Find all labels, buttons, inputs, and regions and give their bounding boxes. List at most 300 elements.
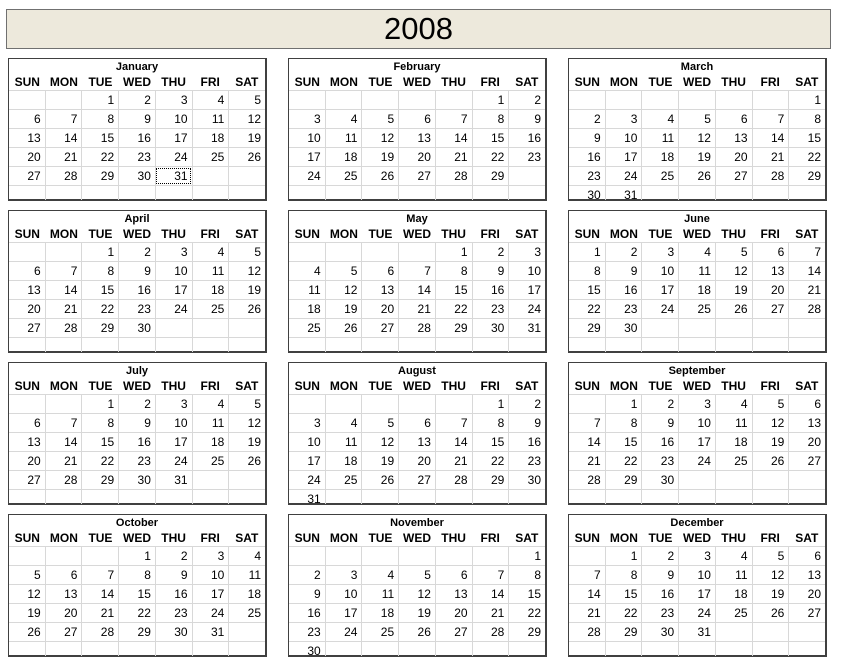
day-cell[interactable]: 13	[27, 131, 41, 145]
day-cell[interactable]: 8	[788, 110, 825, 128]
day-cell[interactable]: 14	[587, 587, 601, 601]
day-cell[interactable]: 5	[752, 395, 789, 413]
day-cell[interactable]: 3	[314, 112, 321, 126]
day-cell[interactable]: 8	[435, 262, 472, 280]
day-cell[interactable]: 28	[45, 471, 82, 489]
day-cell[interactable]: 11	[715, 566, 752, 584]
day-cell[interactable]: 9	[594, 131, 601, 145]
day-cell[interactable]: 29	[81, 167, 118, 185]
day-cell[interactable]: 26	[678, 167, 715, 185]
day-cell[interactable]: 30	[307, 644, 321, 658]
day-cell[interactable]: 14	[587, 435, 601, 449]
day-cell[interactable]: 21	[587, 606, 601, 620]
day-cell[interactable]: 2	[594, 112, 601, 126]
day-cell[interactable]: 23	[641, 452, 678, 470]
day-cell[interactable]: 26	[228, 452, 265, 470]
day-cell[interactable]: 30	[587, 188, 601, 202]
day-cell[interactable]: 29	[118, 623, 155, 641]
day-cell[interactable]: 22	[81, 148, 118, 166]
day-cell[interactable]: 11	[192, 262, 229, 280]
day-cell[interactable]: 18	[641, 148, 678, 166]
day-cell[interactable]: 5	[678, 110, 715, 128]
day-cell[interactable]: 1	[508, 547, 545, 565]
day-cell[interactable]: 7	[594, 416, 601, 430]
day-cell[interactable]: 21	[472, 604, 509, 622]
day-cell[interactable]: 12	[752, 566, 789, 584]
day-cell[interactable]: 11	[641, 129, 678, 147]
day-cell[interactable]: 13	[398, 129, 435, 147]
day-cell[interactable]: 19	[228, 433, 265, 451]
day-cell[interactable]: 1	[472, 395, 509, 413]
day-cell[interactable]: 18	[361, 604, 398, 622]
day-cell[interactable]: 26	[398, 623, 435, 641]
day-cell[interactable]: 2	[118, 395, 155, 413]
day-cell[interactable]: 26	[228, 148, 265, 166]
day-cell[interactable]: 13	[435, 585, 472, 603]
day-cell[interactable]: 28	[587, 473, 601, 487]
day-cell[interactable]: 4	[641, 110, 678, 128]
day-cell[interactable]: 25	[361, 623, 398, 641]
day-cell[interactable]: 12	[715, 262, 752, 280]
day-cell[interactable]: 18	[715, 433, 752, 451]
day-cell[interactable]: 31	[508, 319, 545, 337]
day-cell[interactable]: 17	[307, 454, 321, 468]
day-cell[interactable]: 23	[605, 300, 642, 318]
day-cell[interactable]: 18	[325, 452, 362, 470]
day-cell[interactable]: 30	[155, 623, 192, 641]
day-cell[interactable]: 26	[325, 319, 362, 337]
day-cell[interactable]: 3	[155, 91, 192, 109]
day-cell[interactable]: 15	[118, 585, 155, 603]
day-cell[interactable]: 16	[307, 606, 321, 620]
day-cell[interactable]: 29	[472, 471, 509, 489]
day-cell[interactable]: 3	[641, 243, 678, 261]
day-cell[interactable]: 18	[715, 585, 752, 603]
day-cell[interactable]: 5	[325, 262, 362, 280]
day-cell[interactable]: 18	[192, 129, 229, 147]
day-cell[interactable]: 6	[752, 243, 789, 261]
day-cell[interactable]: 15	[81, 129, 118, 147]
day-cell[interactable]: 10	[155, 414, 192, 432]
day-cell[interactable]: 20	[45, 604, 82, 622]
day-cell[interactable]: 8	[118, 566, 155, 584]
day-cell[interactable]: 26	[228, 300, 265, 318]
day-cell[interactable]: 7	[435, 110, 472, 128]
day-cell[interactable]: 25	[192, 300, 229, 318]
day-cell[interactable]: 22	[788, 148, 825, 166]
day-cell[interactable]: 23	[587, 169, 601, 183]
day-cell[interactable]: 10	[155, 262, 192, 280]
day-cell[interactable]: 24	[192, 604, 229, 622]
day-cell[interactable]: 23	[508, 452, 545, 470]
day-cell[interactable]: 10	[192, 566, 229, 584]
day-cell[interactable]: 9	[508, 414, 545, 432]
day-cell[interactable]: 30	[118, 471, 155, 489]
day-cell[interactable]: 31	[605, 186, 642, 200]
day-cell[interactable]: 29	[435, 319, 472, 337]
day-cell[interactable]: 15	[81, 281, 118, 299]
day-cell[interactable]: 27	[788, 604, 825, 622]
day-cell[interactable]: 12	[678, 129, 715, 147]
day-cell[interactable]: 30	[472, 319, 509, 337]
day-cell[interactable]: 7	[398, 262, 435, 280]
day-cell[interactable]: 17	[641, 281, 678, 299]
day-cell[interactable]: 20	[715, 148, 752, 166]
day-cell[interactable]: 31	[155, 167, 192, 185]
day-cell[interactable]: 18	[307, 302, 321, 316]
day-cell[interactable]: 24	[678, 604, 715, 622]
day-cell[interactable]: 19	[361, 452, 398, 470]
day-cell[interactable]: 4	[192, 395, 229, 413]
day-cell[interactable]: 10	[678, 414, 715, 432]
day-cell[interactable]: 7	[594, 568, 601, 582]
day-cell[interactable]: 6	[34, 112, 41, 126]
day-cell[interactable]: 27	[752, 300, 789, 318]
day-cell[interactable]: 14	[435, 129, 472, 147]
day-cell[interactable]: 18	[325, 148, 362, 166]
day-cell[interactable]: 29	[587, 321, 601, 335]
day-cell[interactable]: 21	[45, 300, 82, 318]
day-cell[interactable]: 11	[325, 129, 362, 147]
day-cell[interactable]: 7	[472, 566, 509, 584]
day-cell[interactable]: 12	[325, 281, 362, 299]
day-cell[interactable]: 8	[472, 414, 509, 432]
day-cell[interactable]: 2	[508, 395, 545, 413]
day-cell[interactable]: 22	[81, 300, 118, 318]
day-cell[interactable]: 5	[228, 243, 265, 261]
day-cell[interactable]: 1	[81, 91, 118, 109]
day-cell[interactable]: 7	[435, 414, 472, 432]
day-cell[interactable]: 9	[605, 262, 642, 280]
day-cell[interactable]: 22	[472, 148, 509, 166]
day-cell[interactable]: 22	[605, 452, 642, 470]
day-cell[interactable]: 9	[508, 110, 545, 128]
day-cell[interactable]: 1	[435, 243, 472, 261]
day-cell[interactable]: 7	[788, 243, 825, 261]
day-cell[interactable]: 27	[45, 623, 82, 641]
day-cell[interactable]: 13	[361, 281, 398, 299]
day-cell[interactable]: 17	[508, 281, 545, 299]
day-cell[interactable]: 14	[788, 262, 825, 280]
day-cell[interactable]: 31	[155, 471, 192, 489]
day-cell[interactable]: 20	[398, 452, 435, 470]
day-cell[interactable]: 29	[788, 167, 825, 185]
day-cell[interactable]: 22	[508, 604, 545, 622]
day-cell[interactable]: 21	[45, 148, 82, 166]
day-cell[interactable]: 31	[307, 492, 321, 506]
day-cell[interactable]: 28	[788, 300, 825, 318]
day-cell[interactable]: 31	[192, 623, 229, 641]
day-cell[interactable]: 20	[27, 150, 41, 164]
day-cell[interactable]: 19	[228, 281, 265, 299]
day-cell[interactable]: 31	[678, 623, 715, 641]
day-cell[interactable]: 1	[594, 245, 601, 259]
day-cell[interactable]: 8	[472, 110, 509, 128]
day-cell[interactable]: 4	[228, 547, 265, 565]
day-cell[interactable]: 28	[45, 319, 82, 337]
day-cell[interactable]: 13	[45, 585, 82, 603]
day-cell[interactable]: 21	[435, 452, 472, 470]
day-cell[interactable]: 1	[605, 395, 642, 413]
day-cell[interactable]: 25	[228, 604, 265, 622]
day-cell[interactable]: 19	[715, 281, 752, 299]
day-cell[interactable]: 28	[435, 167, 472, 185]
day-cell[interactable]: 19	[361, 148, 398, 166]
day-cell[interactable]: 5	[752, 547, 789, 565]
day-cell[interactable]: 8	[605, 566, 642, 584]
day-cell[interactable]: 16	[587, 150, 601, 164]
day-cell[interactable]: 6	[715, 110, 752, 128]
day-cell[interactable]: 12	[361, 129, 398, 147]
day-cell[interactable]: 10	[508, 262, 545, 280]
day-cell[interactable]: 10	[155, 110, 192, 128]
day-cell[interactable]: 28	[81, 623, 118, 641]
day-cell[interactable]: 3	[155, 243, 192, 261]
day-cell[interactable]: 14	[45, 433, 82, 451]
day-cell[interactable]: 8	[81, 262, 118, 280]
day-cell[interactable]: 20	[752, 281, 789, 299]
day-cell[interactable]: 17	[192, 585, 229, 603]
day-cell[interactable]: 8	[605, 414, 642, 432]
day-cell[interactable]: 3	[678, 395, 715, 413]
day-cell[interactable]: 11	[715, 414, 752, 432]
day-cell[interactable]: 6	[435, 566, 472, 584]
day-cell[interactable]: 26	[361, 167, 398, 185]
day-cell[interactable]: 3	[605, 110, 642, 128]
day-cell[interactable]: 21	[752, 148, 789, 166]
day-cell[interactable]: 12	[398, 585, 435, 603]
day-cell[interactable]: 20	[398, 148, 435, 166]
day-cell[interactable]: 29	[472, 167, 509, 185]
day-cell[interactable]: 20	[27, 302, 41, 316]
day-cell[interactable]: 4	[192, 243, 229, 261]
day-cell[interactable]: 19	[678, 148, 715, 166]
day-cell[interactable]: 27	[398, 471, 435, 489]
day-cell[interactable]: 30	[118, 167, 155, 185]
day-cell[interactable]: 4	[715, 547, 752, 565]
day-cell[interactable]: 9	[155, 566, 192, 584]
day-cell[interactable]: 24	[155, 148, 192, 166]
day-cell[interactable]: 26	[361, 471, 398, 489]
day-cell[interactable]: 16	[508, 433, 545, 451]
day-cell[interactable]: 24	[307, 169, 321, 183]
day-cell[interactable]: 27	[27, 473, 41, 487]
day-cell[interactable]: 19	[752, 585, 789, 603]
day-cell[interactable]: 6	[398, 414, 435, 432]
day-cell[interactable]: 5	[361, 414, 398, 432]
day-cell[interactable]: 13	[27, 435, 41, 449]
day-cell[interactable]: 17	[678, 433, 715, 451]
day-cell[interactable]: 23	[641, 604, 678, 622]
day-cell[interactable]: 4	[325, 414, 362, 432]
day-cell[interactable]: 25	[715, 452, 752, 470]
day-cell[interactable]: 22	[435, 300, 472, 318]
day-cell[interactable]: 17	[307, 150, 321, 164]
day-cell[interactable]: 23	[118, 300, 155, 318]
day-cell[interactable]: 16	[508, 129, 545, 147]
day-cell[interactable]: 23	[118, 148, 155, 166]
day-cell[interactable]: 16	[118, 129, 155, 147]
day-cell[interactable]: 15	[605, 433, 642, 451]
day-cell[interactable]: 16	[155, 585, 192, 603]
day-cell[interactable]: 29	[605, 623, 642, 641]
day-cell[interactable]: 15	[587, 283, 601, 297]
day-cell[interactable]: 17	[325, 604, 362, 622]
day-cell[interactable]: 15	[472, 433, 509, 451]
day-cell[interactable]: 23	[508, 148, 545, 166]
day-cell[interactable]: 9	[118, 262, 155, 280]
day-cell[interactable]: 1	[118, 547, 155, 565]
day-cell[interactable]: 21	[81, 604, 118, 622]
day-cell[interactable]: 23	[307, 625, 321, 639]
day-cell[interactable]: 1	[472, 91, 509, 109]
day-cell[interactable]: 21	[788, 281, 825, 299]
day-cell[interactable]: 2	[641, 395, 678, 413]
day-cell[interactable]: 12	[228, 110, 265, 128]
day-cell[interactable]: 14	[81, 585, 118, 603]
day-cell[interactable]: 6	[788, 395, 825, 413]
day-cell[interactable]: 22	[605, 604, 642, 622]
day-cell[interactable]: 20	[788, 433, 825, 451]
day-cell[interactable]: 27	[27, 169, 41, 183]
day-cell[interactable]: 23	[118, 452, 155, 470]
day-cell[interactable]: 24	[155, 300, 192, 318]
day-cell[interactable]: 24	[325, 623, 362, 641]
day-cell[interactable]: 14	[45, 129, 82, 147]
day-cell[interactable]: 22	[587, 302, 601, 316]
day-cell[interactable]: 3	[325, 566, 362, 584]
day-cell[interactable]: 24	[307, 473, 321, 487]
day-cell[interactable]: 25	[715, 604, 752, 622]
day-cell[interactable]: 13	[398, 433, 435, 451]
day-cell[interactable]: 11	[361, 585, 398, 603]
day-cell[interactable]: 24	[605, 167, 642, 185]
day-cell[interactable]: 11	[228, 566, 265, 584]
day-cell[interactable]: 30	[118, 319, 155, 337]
day-cell[interactable]: 18	[678, 281, 715, 299]
day-cell[interactable]: 30	[605, 319, 642, 337]
day-cell[interactable]: 27	[398, 167, 435, 185]
day-cell[interactable]: 17	[155, 281, 192, 299]
day-cell[interactable]: 28	[45, 167, 82, 185]
day-cell[interactable]: 13	[715, 129, 752, 147]
day-cell[interactable]: 28	[587, 625, 601, 639]
day-cell[interactable]: 24	[508, 300, 545, 318]
day-cell[interactable]: 13	[788, 414, 825, 432]
day-cell[interactable]: 23	[472, 300, 509, 318]
day-cell[interactable]: 16	[605, 281, 642, 299]
day-cell[interactable]: 1	[81, 395, 118, 413]
day-cell[interactable]: 7	[45, 110, 82, 128]
day-cell[interactable]: 16	[641, 585, 678, 603]
day-cell[interactable]: 19	[27, 606, 41, 620]
day-cell[interactable]: 22	[118, 604, 155, 622]
day-cell[interactable]: 16	[118, 281, 155, 299]
day-cell[interactable]: 3	[678, 547, 715, 565]
day-cell[interactable]: 10	[641, 262, 678, 280]
day-cell[interactable]: 12	[752, 414, 789, 432]
day-cell[interactable]: 20	[27, 454, 41, 468]
day-cell[interactable]: 26	[27, 625, 41, 639]
day-cell[interactable]: 18	[192, 281, 229, 299]
day-cell[interactable]: 14	[752, 129, 789, 147]
day-cell[interactable]: 8	[81, 414, 118, 432]
day-cell[interactable]: 28	[752, 167, 789, 185]
day-cell[interactable]: 20	[788, 585, 825, 603]
day-cell[interactable]: 25	[641, 167, 678, 185]
day-cell[interactable]: 3	[155, 395, 192, 413]
day-cell[interactable]: 15	[435, 281, 472, 299]
day-cell[interactable]: 6	[398, 110, 435, 128]
day-cell[interactable]: 2	[605, 243, 642, 261]
day-cell[interactable]: 8	[508, 566, 545, 584]
day-cell[interactable]: 17	[155, 129, 192, 147]
day-cell[interactable]: 25	[678, 300, 715, 318]
day-cell[interactable]: 24	[678, 452, 715, 470]
day-cell[interactable]: 10	[307, 131, 321, 145]
day-cell[interactable]: 25	[325, 471, 362, 489]
day-cell[interactable]: 19	[228, 129, 265, 147]
day-cell[interactable]: 12	[361, 433, 398, 451]
day-cell[interactable]: 6	[361, 262, 398, 280]
day-cell[interactable]: 2	[314, 568, 321, 582]
day-cell[interactable]: 16	[641, 433, 678, 451]
day-cell[interactable]: 24	[641, 300, 678, 318]
day-cell[interactable]: 7	[45, 262, 82, 280]
day-cell[interactable]: 7	[45, 414, 82, 432]
day-cell[interactable]: 9	[641, 414, 678, 432]
day-cell[interactable]: 21	[587, 454, 601, 468]
day-cell[interactable]: 25	[307, 321, 321, 335]
day-cell[interactable]: 20	[435, 604, 472, 622]
day-cell[interactable]: 6	[34, 416, 41, 430]
day-cell[interactable]: 6	[34, 264, 41, 278]
day-cell[interactable]: 21	[435, 148, 472, 166]
day-cell[interactable]: 27	[715, 167, 752, 185]
day-cell[interactable]: 29	[605, 471, 642, 489]
day-cell[interactable]: 5	[398, 566, 435, 584]
day-cell[interactable]: 9	[314, 587, 321, 601]
day-cell[interactable]: 15	[605, 585, 642, 603]
day-cell[interactable]: 22	[472, 452, 509, 470]
day-cell[interactable]: 1	[788, 91, 825, 109]
day-cell[interactable]: 27	[435, 623, 472, 641]
day-cell[interactable]: 25	[192, 148, 229, 166]
day-cell[interactable]: 21	[45, 452, 82, 470]
day-cell[interactable]: 2	[641, 547, 678, 565]
day-cell[interactable]: 23	[155, 604, 192, 622]
day-cell[interactable]: 9	[118, 414, 155, 432]
day-cell[interactable]: 15	[81, 433, 118, 451]
day-cell[interactable]: 17	[155, 433, 192, 451]
day-cell[interactable]: 27	[27, 321, 41, 335]
day-cell[interactable]: 27	[788, 452, 825, 470]
day-cell[interactable]: 30	[508, 471, 545, 489]
day-cell[interactable]: 4	[325, 110, 362, 128]
day-cell[interactable]: 13	[27, 283, 41, 297]
day-cell[interactable]: 4	[361, 566, 398, 584]
day-cell[interactable]: 8	[594, 264, 601, 278]
day-cell[interactable]: 3	[192, 547, 229, 565]
day-cell[interactable]: 18	[192, 433, 229, 451]
day-cell[interactable]: 18	[228, 585, 265, 603]
day-cell[interactable]: 6	[45, 566, 82, 584]
day-cell[interactable]: 21	[398, 300, 435, 318]
day-cell[interactable]: 5	[361, 110, 398, 128]
day-cell[interactable]: 29	[81, 319, 118, 337]
day-cell[interactable]: 9	[118, 110, 155, 128]
day-cell[interactable]: 3	[314, 416, 321, 430]
